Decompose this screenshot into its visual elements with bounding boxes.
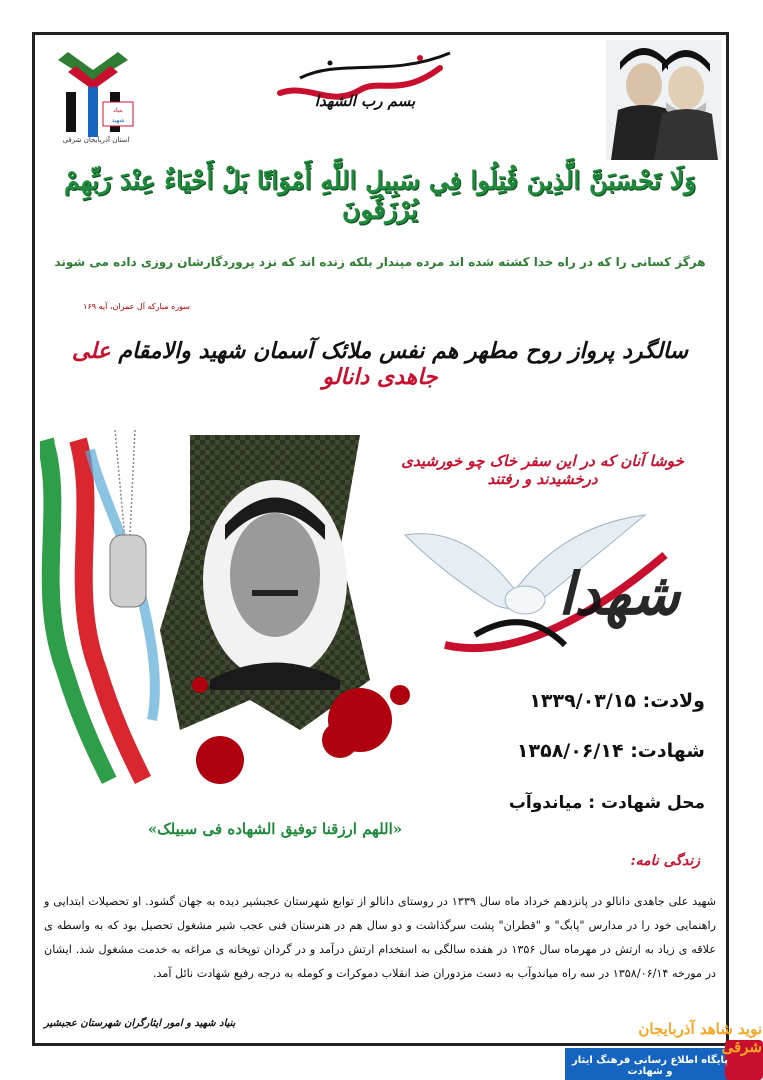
- shohada-calligraphy: شهدا: [558, 560, 680, 628]
- biography-title: زندگی نامه:: [630, 853, 700, 869]
- watermark-title: نوید شاهد آذربایجان شرقی: [638, 1020, 762, 1056]
- headline-prefix: سالگرد پرواز روح مطهر هم نفس ملائک آسمان شهید والامقام: [118, 338, 689, 364]
- watermark-subtitle: پایگاه اطلاع رسانی فرهنگ ایثار و شهادت: [572, 1055, 728, 1077]
- prayer-text: «اللهم ارزقنا توفیق الشهاده فی سبیلک»: [147, 820, 403, 838]
- death-value: ۱۳۵۸/۰۶/۱۴: [516, 740, 624, 762]
- martyr-name: علی جاهدی دانالو: [71, 338, 438, 390]
- martyrdom-date: [460, 740, 705, 762]
- leaders-portrait-image: [606, 40, 722, 160]
- birth-date: [460, 690, 705, 712]
- anniversary-headline: [40, 338, 720, 390]
- martyrdom-place: [460, 793, 705, 813]
- death-label: شهادت:: [630, 740, 705, 762]
- svg-text:بنیاد: بنیاد: [113, 107, 123, 114]
- logo-caption: استان آذربایجان شرقی: [62, 136, 130, 144]
- birth-value: ۱۳۳۹/۰۳/۱۵: [529, 690, 636, 712]
- biography-text: شهید علی جاهدی دانالو در پانزدهم خرداد ماه سال ۱۳۳۹ در روستای دانالو از توابع شهرستان عجبشیر دیده به جهان گشود. او تحصیلات ابتدایی و راهنمایی خود را در مدارس "پابگ" و "قطران" پشت سرگذاشت و دو سال هم در هنرستان فنی عجب شیر مشغول تحصیل بود که به واسطه ی علاقه ی زیاد به ارتش در مهرماه سال ۱۳۵۶ در هفده سالگی به استخدام ارتش درآمد و در گردان توپخانه ی مراغه به خدمت مشغول شد. ایشان در مورخه ۱۳۵۸/۰۶/۱۴ در سه راه میاندوآب به دست مزدوران ضد انقلاب دموکرات و کومله به درجه رفیع شهادت نائل آمد.: [44, 895, 716, 980]
- calligraphy-title-text: بسم رب الشهدا: [314, 92, 416, 110]
- quran-verse: وَلَا تَحْسَبَنَّ الَّذِينَ قُتِلُوا فِي سَبِيلِ اللَّهِ أَمْوَاتًا بَلْ أَحْيَاءٌ عِنْدَ رَبِّهِمْ يُرْزَقُونَ: [63, 166, 697, 224]
- verse-source: سوره مبارکه آل عمران، آیه ۱۶۹: [83, 302, 190, 311]
- place-label: محل شهادت :: [588, 793, 705, 813]
- birth-label: ولادت:: [642, 690, 705, 712]
- place-value: میاندوآب: [508, 793, 583, 813]
- poem-subheadline: خوشا آنان که در این سفر خاک چو خورشیدی درخشیدند و رفتند: [401, 452, 684, 488]
- verse-translation: هرگز کسانی را که در راه خدا کشته شده اند مرده مپندار بلکه زنده اند که نزد پروردگارشان روزی داده می شوند: [54, 255, 706, 269]
- svg-text:شهید: شهید: [111, 117, 125, 124]
- foundation-signature: بنیاد شهید و امور ایثارگران شهرستان عجبشیر: [44, 1018, 236, 1029]
